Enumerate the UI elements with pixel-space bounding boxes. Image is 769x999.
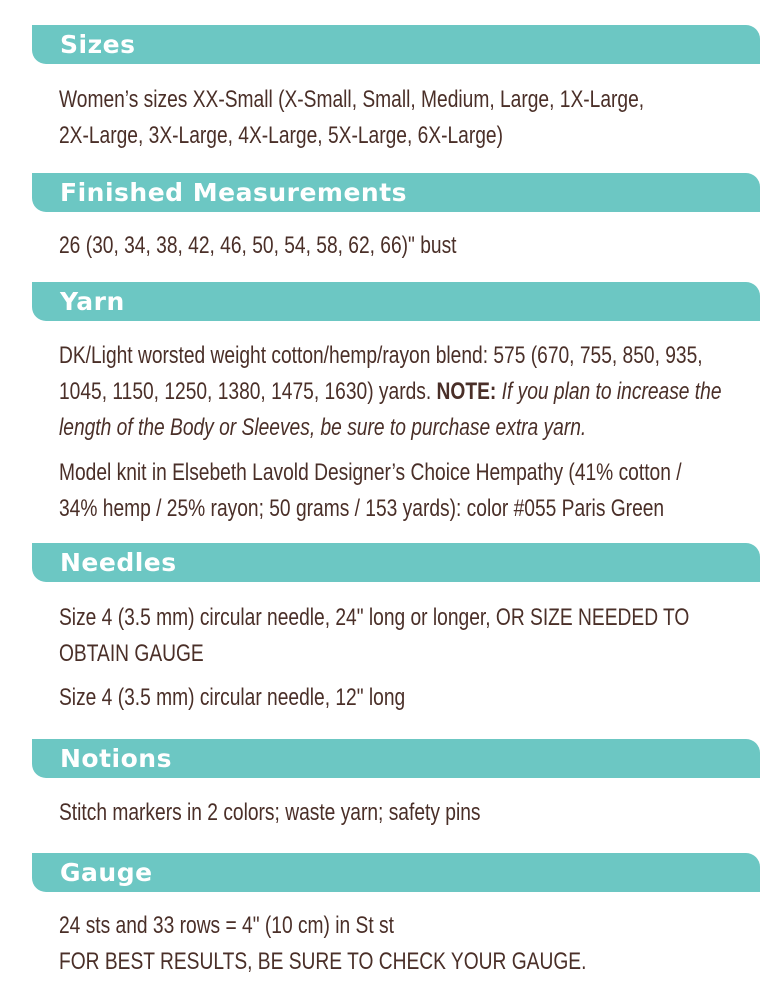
yarn-model-line-2: 34% hemp / 25% rayon; 50 grams / 153 yards): color #055 Paris Green: [59, 495, 665, 522]
section-header-sizes: [32, 25, 760, 64]
yarn-note-text-2: length of the Body or Sleeves, be sure to purchase extra yarn.: [59, 414, 587, 441]
yarn-model-line-1: Model knit in Elsebeth Lavold Designer’s Choice Hempathy (41% cotton /: [59, 459, 682, 486]
sizes-line-2: 2X-Large, 3X-Large, 4X-Large, 5X-Large, 6X-Large): [59, 122, 503, 149]
section-header-needles: [32, 543, 760, 582]
needles-line-3: Size 4 (3.5 mm) circular needle, 12" long: [59, 684, 406, 711]
needles-line-2: OBTAIN GAUGE: [59, 640, 204, 667]
section-header-gauge: [32, 853, 760, 892]
section-title-notions: Notions: [60, 744, 172, 773]
section-title-needles: Needles: [60, 548, 177, 577]
needles-line-1: Size 4 (3.5 mm) circular needle, 24" long or longer, OR SIZE NEEDED TO: [59, 604, 690, 631]
section-title-finished-measurements: Finished Measurements: [60, 178, 408, 207]
finished-measurements-line: 26 (30, 34, 38, 42, 46, 50, 54, 58, 62, 66)" bust: [59, 232, 457, 259]
yarn-note-label: NOTE:: [436, 378, 497, 405]
section-title-yarn: Yarn: [60, 287, 125, 316]
yarn-line-2: [59, 380, 722, 404]
section-header-notions: [32, 739, 760, 778]
notions-line: Stitch markers in 2 colors; waste yarn; safety pins: [59, 799, 481, 826]
section-header-finished-measurements: [32, 173, 760, 212]
section-title-sizes: Sizes: [60, 30, 136, 59]
gauge-line-2: FOR BEST RESULTS, BE SURE TO CHECK YOUR GAUGE.: [59, 948, 587, 975]
section-title-gauge: Gauge: [60, 858, 153, 887]
gauge-line-1: 24 sts and 33 rows = 4" (10 cm) in St st: [59, 912, 394, 939]
sizes-line-1: Women’s sizes XX-Small (X-Small, Small, Medium, Large, 1X-Large,: [59, 86, 645, 113]
yarn-note-text-1: If you plan to increase the: [496, 378, 722, 405]
yarn-line-1: DK/Light worsted weight cotton/hemp/rayon blend: 575 (670, 755, 850, 935,: [59, 342, 703, 369]
section-header-yarn: [32, 282, 760, 321]
yarn-yards-text: 1045, 1150, 1250, 1380, 1475, 1630) yards.: [59, 378, 437, 405]
